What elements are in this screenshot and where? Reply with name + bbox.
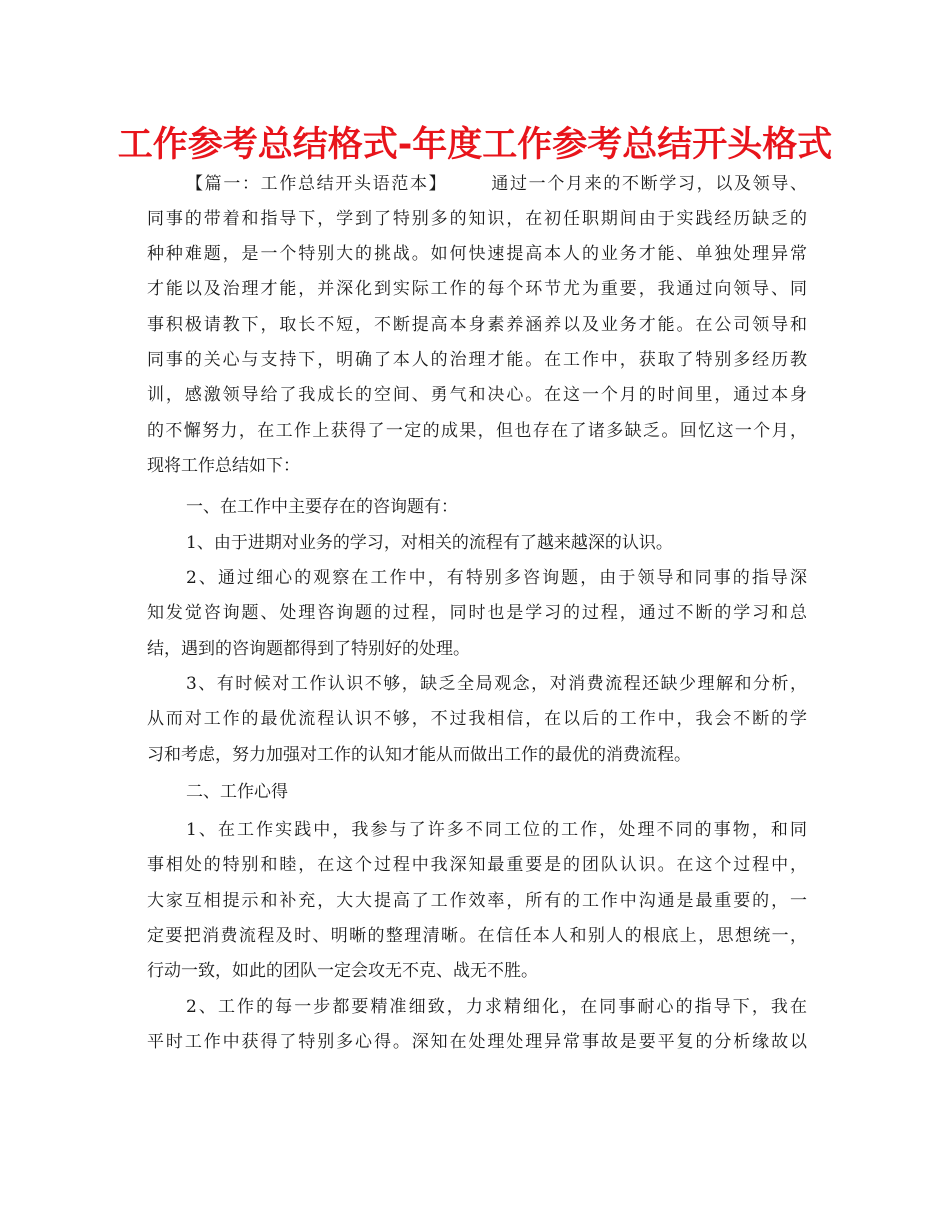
paragraph-line: 事积极请教下，取长不短，不断提高本身素养涵养以及业务才能。在公司领导和 (147, 315, 807, 335)
paragraph-line: 2、工作的每一步都要精准细致，力求精细化，在同事耐心的指导下，我在 (186, 997, 807, 1017)
paragraph-line: 2、通过细心的观察在工作中，有特别多咨询题，由于领导和同事的指导深 (186, 568, 807, 588)
paragraph-line: 大家互相提示和补充，大大提高了工作效率，所有的工作中沟通是最重要的，一 (147, 891, 807, 911)
section-heading-line: 一、在工作中主要存在的咨询题有： (186, 497, 458, 517)
paragraph-line: 现将工作总结如下： (147, 456, 300, 476)
paragraph-line: 定要把消费流程及时、明晰的整理清晰。在信任本人和别人的根底上，思想统一， (147, 926, 807, 946)
paragraph-line: 同事的带着和指导下，学到了特别多的知识，在初任职期间由于实践经历缺乏的 (147, 209, 807, 229)
paragraph-line: 同事的关心与支持下，明确了本人的治理才能。在工作中，获取了特别多经历教 (147, 350, 807, 370)
paragraph-text: 通过一个月来的不断学习，以及领导、 (491, 174, 808, 194)
paragraph-line: 种种难题，是一个特别大的挑战。如何快速提高本人的业务才能、单独处理异常 (147, 244, 807, 264)
paragraph-line: 1、由于进期对业务的学习，对相关的流程有了越来越深的认识。 (186, 533, 673, 553)
section-heading-line: 二、工作心得 (186, 782, 288, 802)
document-title: 工作参考总结格式-年度工作参考总结开头格式 (117, 125, 833, 165)
paragraph-line: 事相处的特别和睦，在这个过程中我深知最重要是的团队认识。在这个过程中， (147, 855, 807, 875)
paragraph-line: 平时工作中获得了特别多心得。深知在处理处理异常事故是要平复的分析缘故以 (147, 1032, 807, 1052)
paragraph-line: 训，感激领导给了我成长的空间、勇气和决心。在这一个月的时间里，通过本身 (147, 385, 807, 405)
paragraph-line: 行动一致，如此的团队一定会攻无不克、战无不胜。 (147, 961, 538, 981)
paragraph-line: 结，遇到的咨询题都得到了特别好的处理。 (147, 639, 470, 659)
paragraph-line: 3、有时候对工作认识不够，缺乏全局观念，对消费流程还缺少理解和分析， (186, 674, 807, 694)
paragraph-line: 1、在工作实践中，我参与了许多不同工位的工作，处理不同的事物，和同 (186, 820, 807, 840)
paragraph-line: 的不懈努力，在工作上获得了一定的成果，但也存在了诸多缺乏。回忆这一个月， (147, 421, 807, 441)
paragraph-line (186, 166, 807, 202)
paragraph-line: 从而对工作的最优流程认识不够，不过我相信，在以后的工作中，我会不断的学 (147, 709, 807, 729)
paragraph-line: 知发觉咨询题、处理咨询题的过程，同时也是学习的过程，通过不断的学习和总 (147, 603, 807, 623)
section-heading: 【篇一：工作总结开头语范本】 (186, 174, 448, 194)
paragraph-line: 习和考虑，努力加强对工作的认知才能从而做出工作的最优的消费流程。 (147, 745, 691, 765)
paragraph-line: 才能以及治理才能，并深化到实际工作的每个环节尤为重要，我通过向领导、同 (147, 279, 807, 299)
